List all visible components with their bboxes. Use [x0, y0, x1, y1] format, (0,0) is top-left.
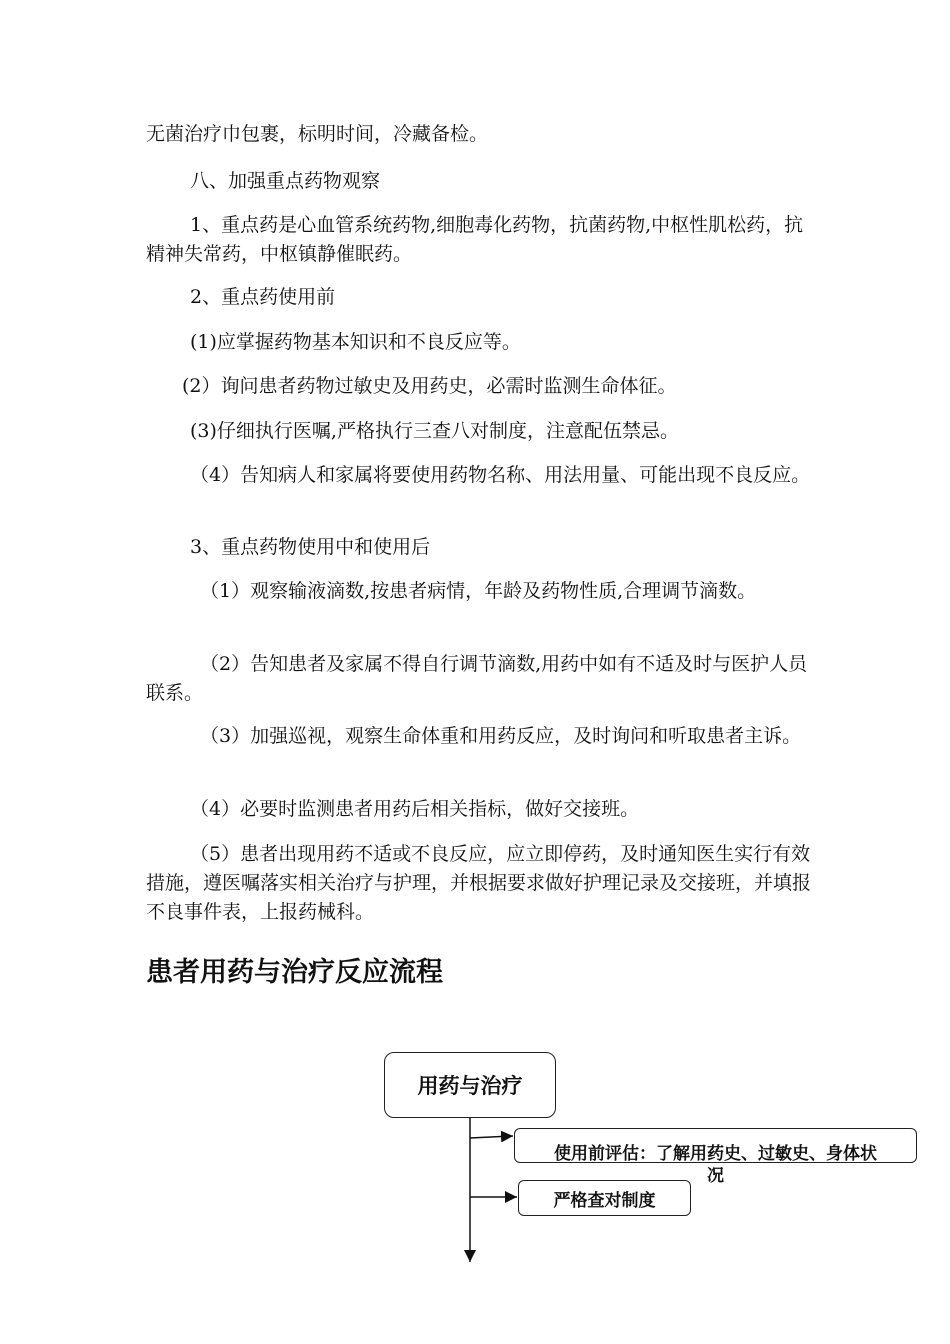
flow-assessment-label-cont: 况 [707, 1166, 724, 1186]
flow-check-system-box [518, 1180, 691, 1216]
arrow-to-assessment [470, 1136, 513, 1138]
item-before-3: (3)仔细执行医嘱,严格执行三查八对制度，注意配伍禁忌。 [190, 420, 679, 442]
flow-check-system-label: 严格查对制度 [553, 1190, 656, 1211]
item-before-2: (2）询问患者药物过敏史及用药史，必需时监测生命体征。 [182, 375, 677, 397]
subheading-before-use: 2、重点药使用前 [190, 286, 336, 308]
item-after-1: （1）观察输液滴数,按患者病情，年龄及药物性质,合理调节滴数。 [200, 580, 757, 602]
paragraph-1: 无菌治疗巾包裹，标明时间，冷藏备检。 [146, 123, 489, 145]
item-before-4: （4）告知病人和家属将要使用药物名称、用法用量、可能出现不良反应。 [190, 464, 811, 486]
item-after-4: （4）必要时监测患者用药后相关指标，做好交接班。 [190, 798, 640, 820]
item-after-5: （5）患者出现用药不适或不良反应，应立即停药，及时通知医生实行有效措施，遵医嘱落实相关治疗与护理，并根据要求做好护理记录及交接班，并填报不良事件表，上报药械科。 [146, 843, 812, 923]
flow-assessment-label: 使用前评估：了解用药史、过敏史、身体状 [554, 1144, 877, 1164]
item-before-1: (1)应掌握药物基本知识和不良反应等。 [190, 331, 521, 353]
item-after-2: （2）告知患者及家属不得自行调节滴数,用药中如有不适及时与医护人员联系。 [146, 653, 808, 704]
flow-start-box [384, 1052, 556, 1118]
paragraph-key-drugs: 1、重点药是心血管系统药物,细胞毒化药物，抗菌药物,中枢性肌松药，抗精神失常药，中枢镇静催眠药。 [146, 214, 804, 265]
section-title: 患者用药与治疗反应流程 [146, 957, 443, 988]
flow-start-label: 用药与治疗 [417, 1074, 523, 1098]
item-after-3: （3）加强巡视，观察生命体重和用药反应，及时询问和听取患者主诉。 [200, 725, 802, 747]
flow-assessment-box [514, 1128, 917, 1186]
section-heading-8: 八、加强重点药物观察 [190, 170, 381, 192]
subheading-during-after-use: 3、重点药物使用中和使用后 [190, 536, 431, 558]
